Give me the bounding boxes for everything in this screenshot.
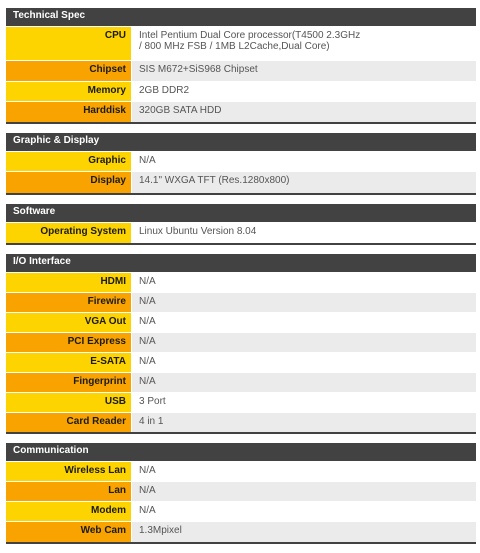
spec-label: Lan [6,482,131,501]
spec-label: Card Reader [6,413,131,432]
spec-value: 4 in 1 [132,413,476,432]
spec-row [6,412,476,432]
spec-label: Wireless Lan [6,462,131,481]
spec-label: USB [6,393,131,412]
spec-value: N/A [132,333,476,352]
section-divider [6,243,476,245]
section-divider [6,122,476,124]
spec-value: N/A [132,313,476,332]
spec-section [6,443,476,544]
spec-label: CPU [6,27,131,60]
spec-value: 1.3Mpixel [132,522,476,542]
spec-value: 320GB SATA HDD [132,102,476,122]
spec-label: Chipset [6,61,131,81]
spec-row [6,312,476,332]
spec-row [6,101,476,122]
spec-row [6,151,476,171]
section-title: Graphic & Display [6,133,476,151]
spec-label: PCI Express [6,333,131,352]
section-title: Technical Spec [6,8,476,26]
spec-value: N/A [132,273,476,292]
spec-section [6,133,476,195]
spec-value: 3 Port [132,393,476,412]
spec-value: 14.1" WXGA TFT (Res.1280x800) [132,172,476,193]
spec-row [6,60,476,81]
spec-value: N/A [132,293,476,312]
spec-row [6,26,476,60]
spec-value: N/A [132,353,476,372]
spec-sheet [6,8,476,553]
section-title: Communication [6,443,476,461]
spec-row [6,501,476,521]
spec-value: N/A [132,502,476,521]
spec-row [6,272,476,292]
spec-row [6,481,476,501]
spec-label: VGA Out [6,313,131,332]
spec-value: N/A [132,482,476,501]
section-title: Software [6,204,476,222]
section-divider [6,542,476,544]
spec-row [6,392,476,412]
spec-value: N/A [132,152,476,171]
spec-section [6,8,476,124]
spec-value: N/A [132,462,476,481]
section-divider [6,193,476,195]
spec-row [6,521,476,542]
spec-label: Fingerprint [6,373,131,392]
spec-label: Display [6,172,131,193]
spec-label: HDMI [6,273,131,292]
spec-row [6,171,476,193]
spec-value: Intel Pentium Dual Core processor(T4500 2.3GHz / 800 MHz FSB / 1MB L2Cache,Dual Core) [132,27,476,60]
spec-label: Firewire [6,293,131,312]
spec-label: Memory [6,82,131,101]
spec-row [6,222,476,243]
spec-value: N/A [132,373,476,392]
spec-row [6,81,476,101]
spec-label: Operating System [6,223,131,243]
spec-row [6,372,476,392]
spec-label: Web Cam [6,522,131,542]
spec-row [6,461,476,481]
spec-section [6,204,476,245]
spec-label: Modem [6,502,131,521]
spec-row [6,292,476,312]
section-title: I/O Interface [6,254,476,272]
section-divider [6,432,476,434]
spec-row [6,332,476,352]
spec-value: Linux Ubuntu Version 8.04 [132,223,476,243]
spec-value: 2GB DDR2 [132,82,476,101]
spec-label: Harddisk [6,102,131,122]
spec-label: E-SATA [6,353,131,372]
spec-label: Graphic [6,152,131,171]
spec-section [6,254,476,434]
spec-value: SIS M672+SiS968 Chipset [132,61,476,81]
spec-row [6,352,476,372]
